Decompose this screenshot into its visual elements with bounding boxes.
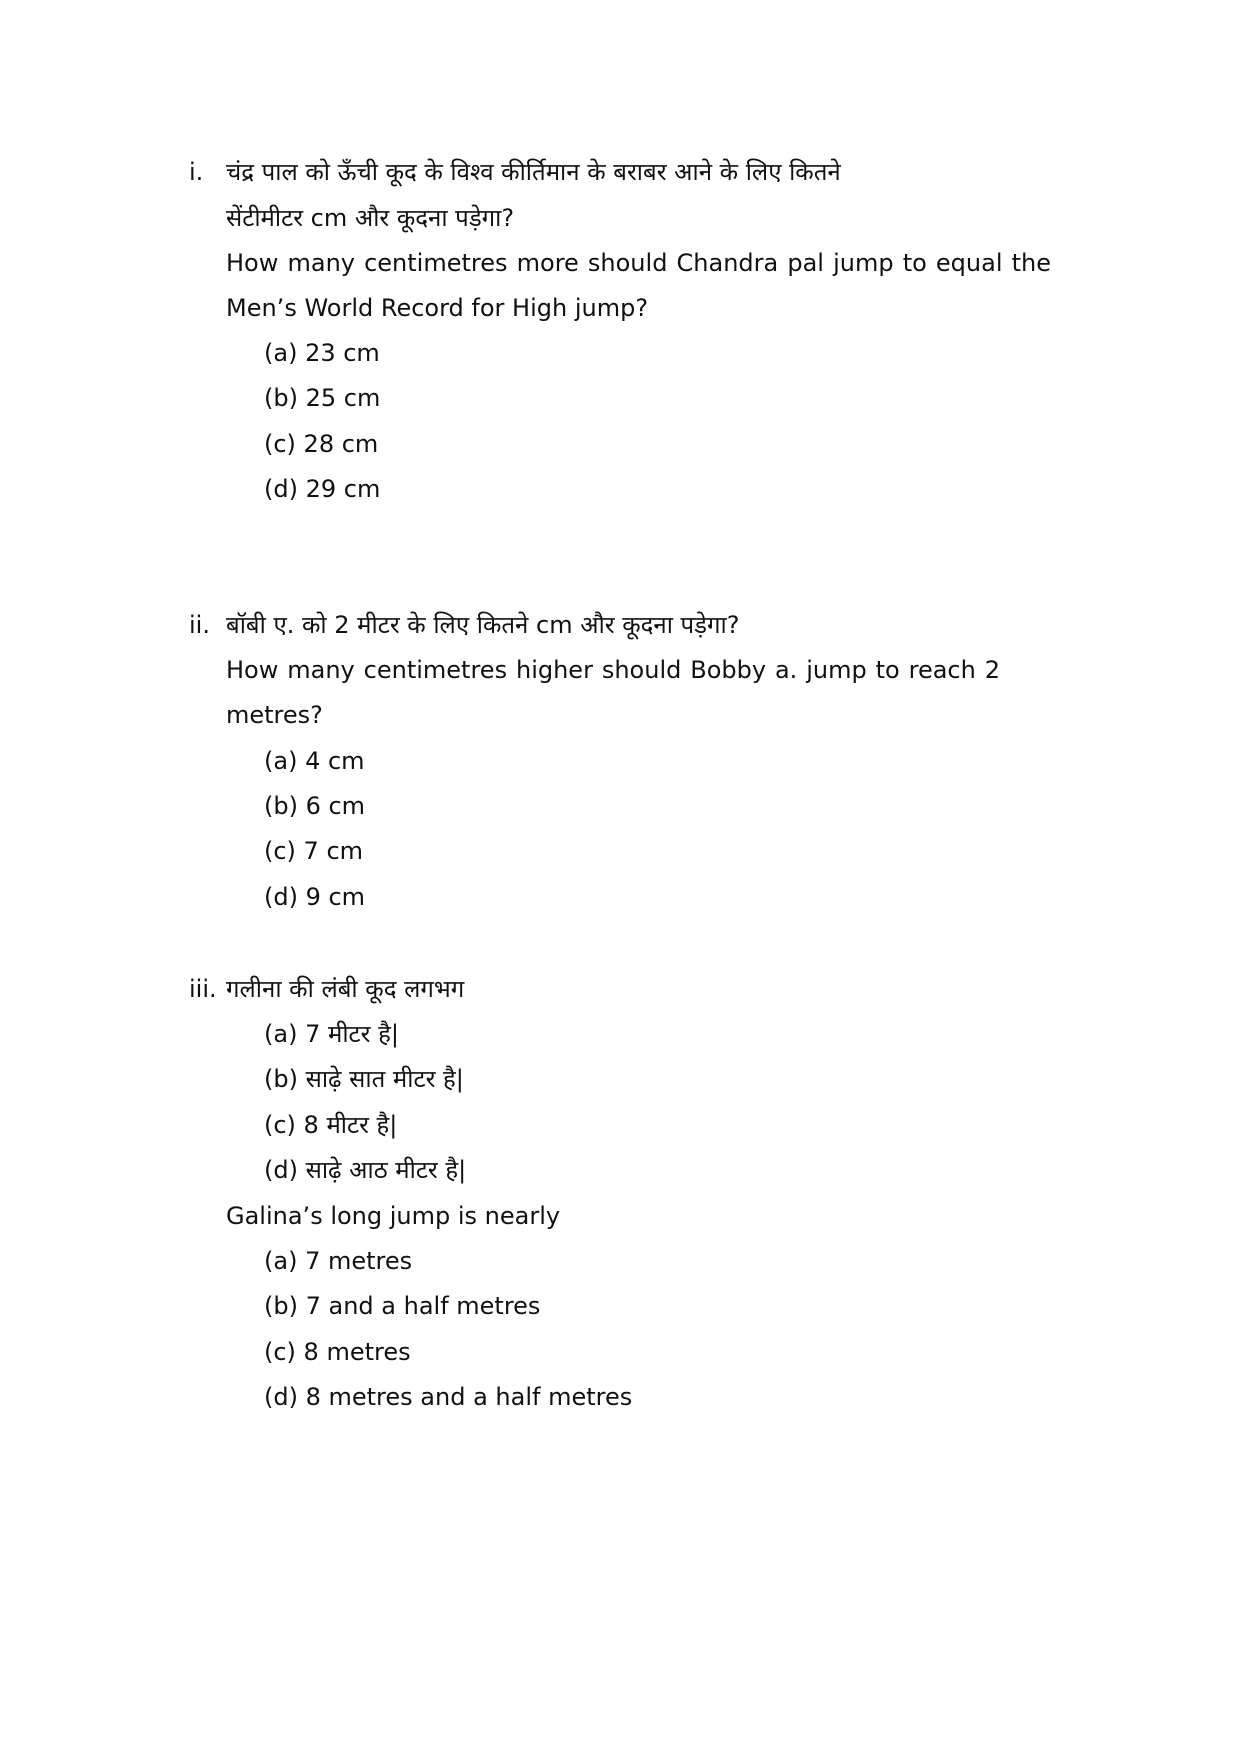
question-english-line: How many centimetres more should Chandra pal jump to equal the	[226, 249, 1051, 277]
question-english-line: metres?	[226, 701, 323, 729]
answer-option: (a) 4 cm	[264, 747, 365, 775]
question-hindi-line: सेंटीमीटर cm और कूदना पड़ेगा?	[226, 204, 515, 232]
answer-option: (d) 8 metres and a half metres	[264, 1383, 633, 1411]
answer-option: (c) 7 cm	[264, 837, 364, 865]
question-number: ii.	[189, 611, 210, 639]
answer-option-hindi: (c) 8 मीटर है|	[264, 1111, 398, 1139]
answer-option: (a) 7 metres	[264, 1247, 413, 1275]
answer-option: (c) 28 cm	[264, 430, 379, 458]
answer-option: (c) 8 metres	[264, 1338, 411, 1366]
answer-option: (b) 25 cm	[264, 384, 381, 412]
question-english-line: How many centimetres higher should Bobby a. jump to reach 2	[226, 656, 1000, 684]
answer-option-hindi: (d) साढ़े आठ मीटर है|	[264, 1156, 467, 1184]
answer-option: (a) 23 cm	[264, 339, 380, 367]
answer-option: (d) 29 cm	[264, 475, 381, 503]
question-number: i.	[189, 158, 204, 186]
question-english-line: Men’s World Record for High jump?	[226, 294, 649, 322]
answer-option: (d) 9 cm	[264, 883, 366, 911]
question-hindi-line: चंद्र पाल को ऊँची कूद के विश्व कीर्तिमान के बराबर आने के लिए कितने	[226, 158, 841, 186]
answer-option-hindi: (b) साढ़े सात मीटर है|	[264, 1065, 464, 1093]
answer-option-hindi: (a) 7 मीटर है|	[264, 1020, 399, 1048]
question-hindi-line: बॉबी ए. को 2 मीटर के लिए कितने cm और कूदना पड़ेगा?	[226, 611, 740, 639]
answer-option: (b) 7 and a half metres	[264, 1292, 541, 1320]
question-english-line: Galina’s long jump is nearly	[226, 1202, 561, 1230]
question-number: iii.	[189, 975, 217, 1003]
question-hindi-line: गलीना की लंबी कूद लगभग	[226, 975, 465, 1003]
answer-option: (b) 6 cm	[264, 792, 366, 820]
